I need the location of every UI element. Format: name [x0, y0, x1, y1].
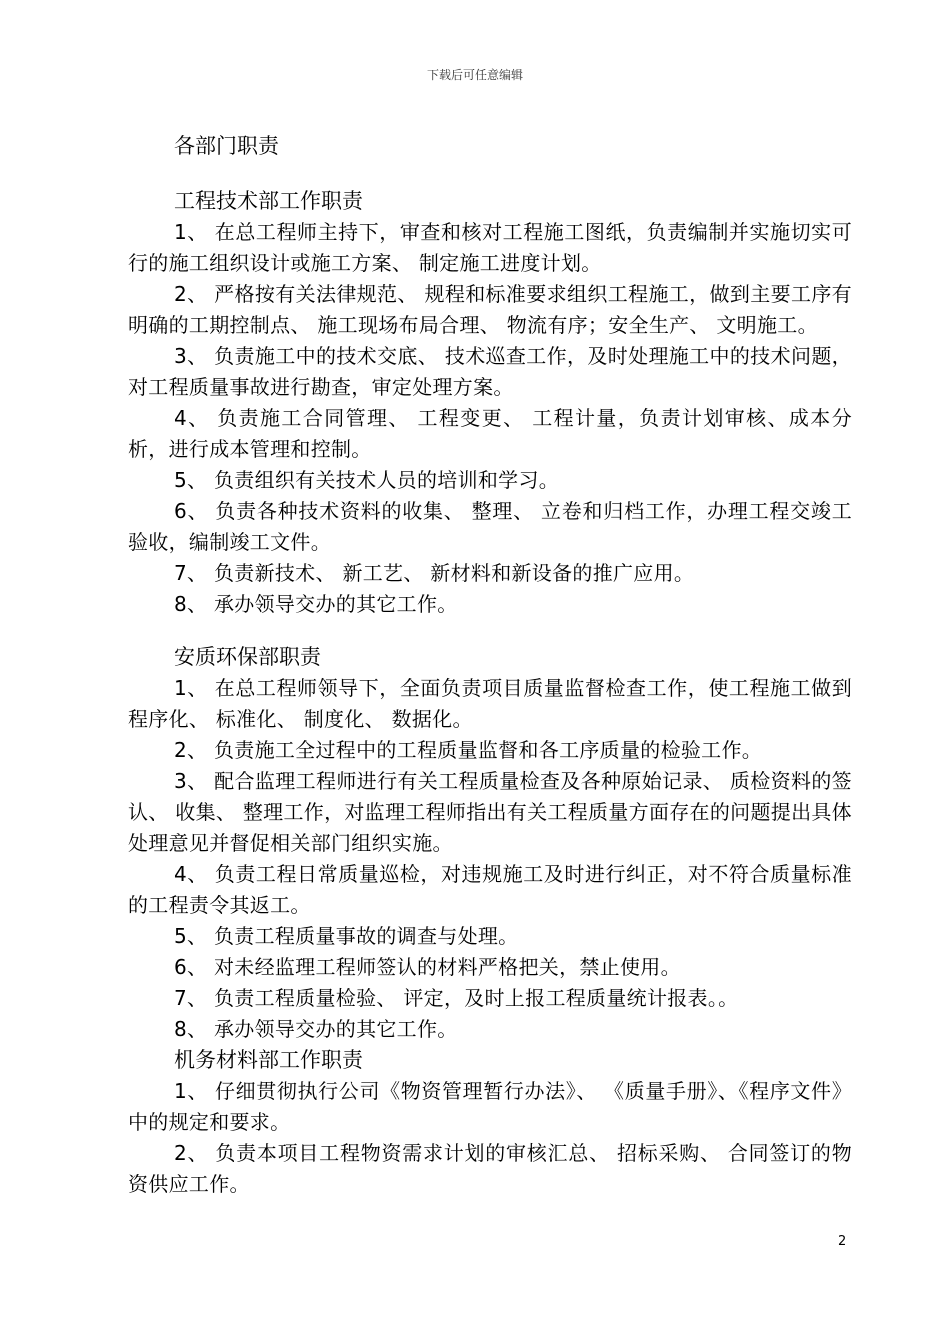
section-heading: 工程技术部工作职责: [174, 189, 363, 213]
list-item: 2、 严格按有关法律规范、 规程和标准要求组织工程施工，做到主要工序有明确的工期控制点、 施工现场布局合理、 物流有序；安全生产、 文明施工。: [128, 282, 852, 337]
list-item: 3、 配合监理工程师进行有关工程质量检查及各种原始记录、 质检资料的签认、 收集、 整理工作，对监理工程师指出有关工程质量方面存在的问题提出具体处理意见并督促相关部门组织实施。: [128, 769, 852, 855]
list-item: 4、 负责施工合同管理、 工程变更、 工程计量，负责计划审核、成本分析，进行成本管理和控制。: [128, 406, 852, 461]
page-title: 各部门职责: [174, 134, 279, 158]
list-item: 8、 承办领导交办的其它工作。: [174, 592, 458, 616]
page-header-note: 下载后可任意编辑: [426, 68, 523, 82]
list-item: 6、 负责各种技术资料的收集、 整理、 立卷和归档工作，办理工程交竣工验收，编制竣工文件。: [128, 499, 852, 554]
section-heading: 机务材料部工作职责: [174, 1048, 363, 1072]
list-item: 1、 仔细贯彻执行公司《物资管理暂行办法》、 《质量手册》、《程序文件》中的规定和要求。: [128, 1079, 852, 1134]
list-item: 5、 负责工程质量事故的调查与处理。: [174, 924, 519, 948]
list-item: 5、 负责组织有关技术人员的培训和学习。: [174, 468, 560, 492]
list-item: 1、 在总工程师主持下，审查和核对工程施工图纸，负责编制并实施切实可行的施工组织设计或施工方案、 制定施工进度计划。: [128, 220, 852, 275]
list-item: 8、 承办领导交办的其它工作。: [174, 1017, 458, 1041]
list-item: 2、 负责施工全过程中的工程质量监督和各工序质量的检验工作。: [174, 738, 763, 762]
section-machinery-materials: [128, 1045, 852, 1200]
list-item: 7、 负责新技术、 新工艺、 新材料和新设备的推广应用。: [174, 561, 695, 585]
spacer: [128, 166, 852, 186]
list-item: 4、 负责工程日常质量巡检，对违规施工及时进行纠正，对不符合质量标准的工程责令其返工。: [128, 862, 852, 917]
page-number: 2: [838, 1234, 847, 1249]
document-body: [128, 126, 852, 1200]
list-item: 3、 负责施工中的技术交底、 技术巡查工作，及时处理施工中的技术问题，对工程质量事故进行勘查，审定处理方案。: [128, 344, 852, 399]
spacer: [128, 620, 852, 642]
list-item: 2、 负责本项目工程物资需求计划的审核汇总、 招标采购、 合同签订的物资供应工作。: [128, 1141, 852, 1196]
list-item: 7、 负责工程质量检验、 评定，及时上报工程质量统计报表。。: [174, 986, 739, 1010]
list-item: 6、 对未经监理工程师签认的材料严格把关，禁止使用。: [174, 955, 681, 979]
section-engineering-tech: [128, 186, 852, 620]
section-quality-safety: [128, 642, 852, 1045]
section-heading: 安质环保部职责: [174, 645, 321, 669]
list-item: 1、 在总工程师领导下，全面负责项目质量监督检查工作，使工程施工做到程序化、 标准化、 制度化、 数据化。: [128, 676, 852, 731]
